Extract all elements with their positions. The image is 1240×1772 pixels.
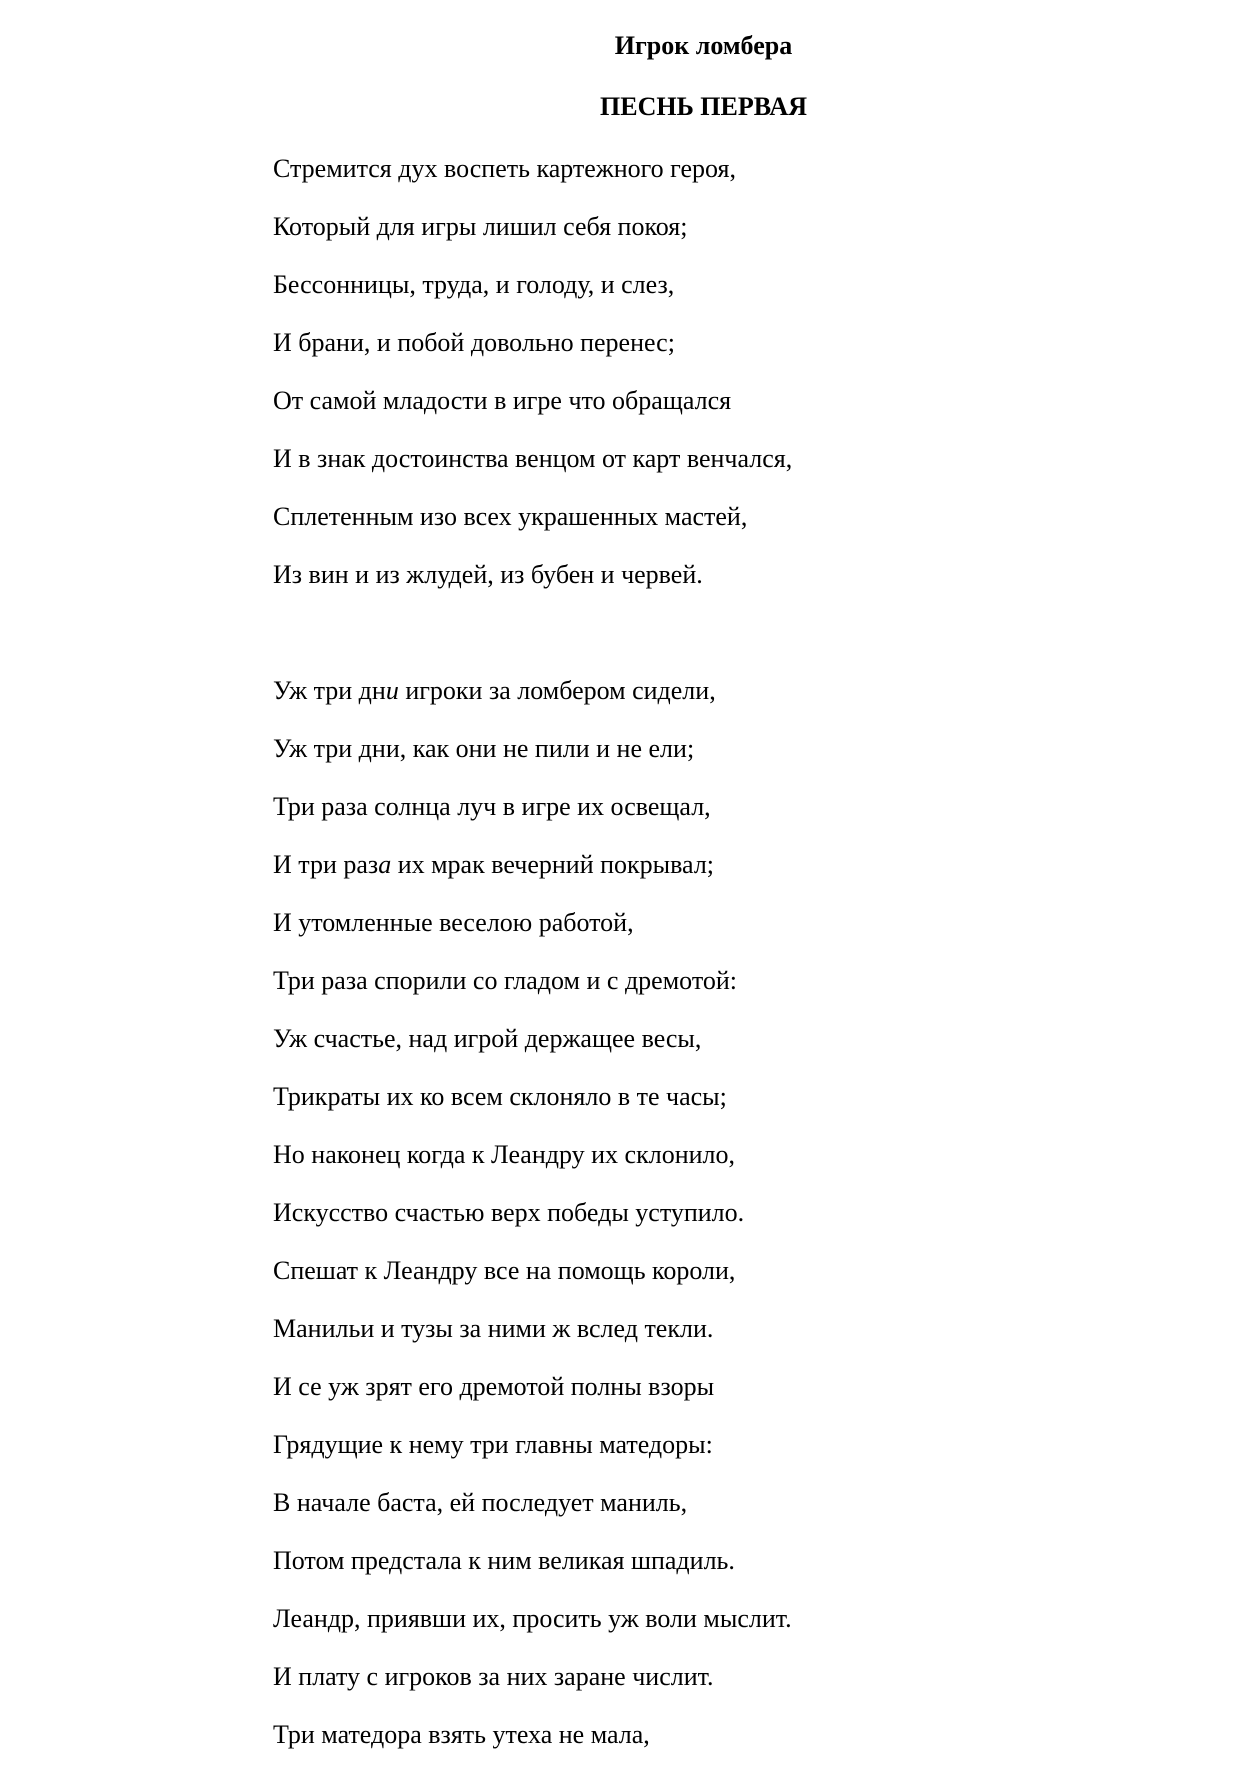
verse-line: Уж счастье, над игрой держащее весы,	[273, 1024, 702, 1053]
verse-text: Уж три дн	[273, 676, 386, 705]
verse-line: В начале баста, ей последует маниль,	[273, 1488, 688, 1517]
verse-line: Трикраты их ко всем склоняло в те часы;	[273, 1082, 727, 1111]
verse-text: их мрак вечерний покрывал;	[391, 850, 715, 879]
verse-line: Стремится дух воспеть картежного героя,	[273, 154, 737, 183]
canto-heading: ПЕСНЬ ПЕРВАЯ	[600, 92, 807, 121]
verse-line: Грядущие к нему три главны матедоры:	[273, 1430, 713, 1459]
italic-letter: а	[378, 850, 392, 879]
verse-line: Три раза солнца луч в игре их освещал,	[273, 792, 711, 821]
poem-text	[273, 148, 792, 1772]
verse-line: Из вин и из жлудей, из бубен и червей.	[273, 560, 703, 589]
verse-line: И утомленные веселою работой,	[273, 908, 634, 937]
verse-line: Спешат к Леандру все на помощь короли,	[273, 1256, 736, 1285]
verse-line: Три матедора взять утеха не мала,	[273, 1720, 650, 1749]
verse-line	[273, 670, 792, 728]
verse-line: И се уж зрят его дремотой полны взоры	[273, 1372, 715, 1401]
stanza-break	[273, 612, 792, 670]
verse-line: И брани, и побой довольно перенес;	[273, 328, 675, 357]
verse-text: И три раз	[273, 850, 379, 879]
verse-line: От самой младости в игре что обращался	[273, 386, 732, 415]
verse-text: игроки за ломбером сидели,	[398, 676, 716, 705]
poem-title: Игрок ломбера	[614, 31, 793, 60]
verse-line: Потом предстала к ним великая шпадиль.	[273, 1546, 735, 1575]
italic-letter: и	[385, 676, 399, 705]
verse-line: Бессонницы, труда, и голоду, и слез,	[273, 270, 675, 299]
verse-line: Три раза спорили со гладом и с дремотой:	[273, 966, 737, 995]
verse-line: Который для игры лишил себя покоя;	[273, 212, 688, 241]
verse-line: И плату с игроков за них заране числит.	[273, 1662, 714, 1691]
verse-line: Леандр, приявши их, просить уж воли мыслит.	[273, 1604, 792, 1633]
verse-line: Сплетенным изо всех украшенных мастей,	[273, 502, 748, 531]
verse-line: Уж три дни, как они не пили и не ели;	[273, 734, 695, 763]
verse-line: Но наконец когда к Леандру их склонило,	[273, 1140, 736, 1169]
verse-line	[273, 844, 792, 902]
stanza-1	[273, 148, 792, 612]
stanza-2	[273, 670, 792, 1772]
verse-line: Манильи и тузы за ними ж вслед текли.	[273, 1314, 714, 1343]
verse-line: Искусство счастью верх победы уступило.	[273, 1198, 745, 1227]
verse-line: И в знак достоинства венцом от карт венчался,	[273, 444, 793, 473]
